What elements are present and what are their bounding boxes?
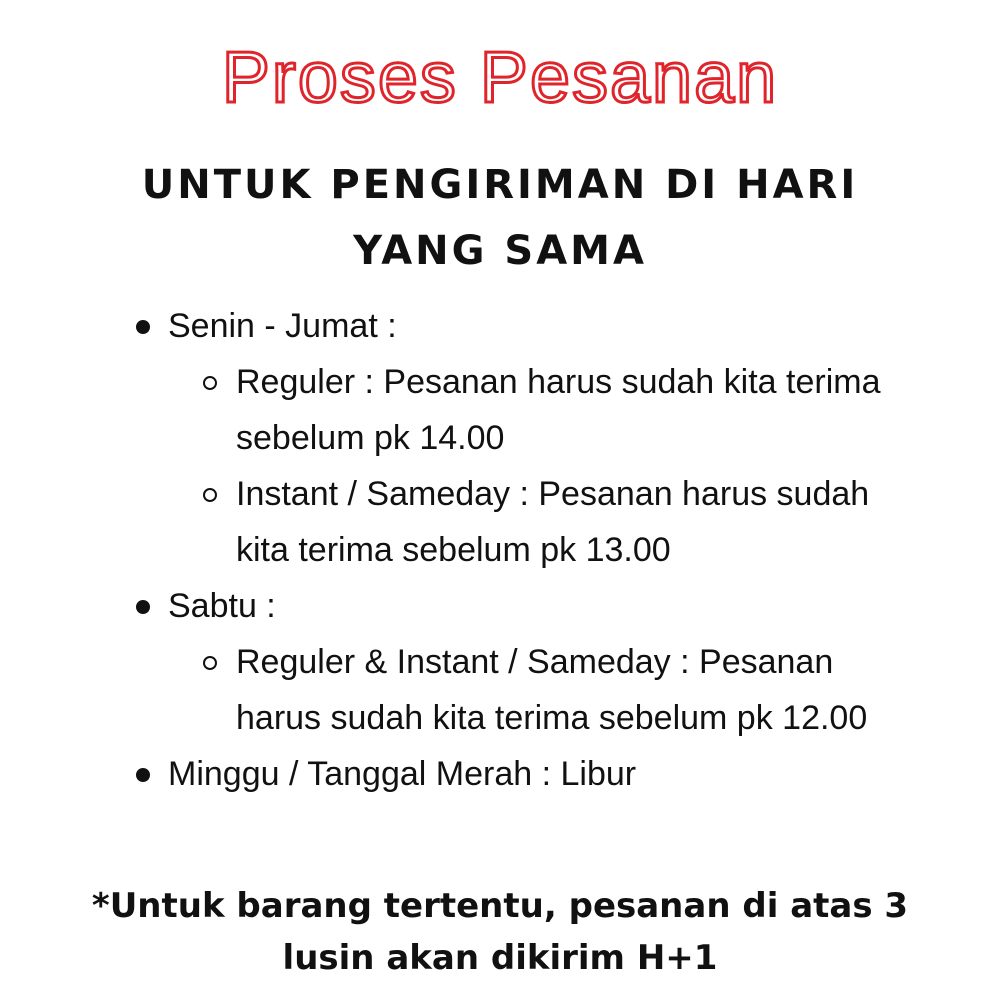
bullet-dot-icon [136,768,150,782]
bullet-dot-icon [136,600,150,614]
bullet-circle-icon [203,488,217,502]
page-subtitle: UNTUK PENGIRIMAN DI HARI YANG SAMA [141,162,859,274]
schedule-item-saturday [168,578,908,746]
schedule-item-sunday-holiday [168,746,908,802]
day-label: Senin - Jumat : [168,307,397,345]
schedule-item-weekdays [168,298,908,578]
footnote: *Untuk barang tertentu, pesanan di atas 3 lusin akan dikirim H+1 [91,886,909,978]
rule-text: Reguler : Pesanan harus sudah kita terima sebelum pk 14.00 [236,363,881,457]
rule-item [236,466,908,578]
schedule-list [168,298,908,802]
bullet-circle-icon [203,376,217,390]
day-label: Sabtu : [168,587,276,625]
bullet-circle-icon [203,656,217,670]
rule-text: Instant / Sameday : Pesanan harus sudah kita terima sebelum pk 13.00 [236,475,870,569]
rule-list [168,354,908,578]
bullet-dot-icon [136,320,150,334]
rule-item [236,354,908,466]
day-label: Minggu / Tanggal Merah : Libur [168,755,637,793]
rule-item [236,634,908,746]
rule-list [168,634,908,746]
rule-text: Reguler & Instant / Sameday : Pesanan harus sudah kita terima sebelum pk 12.00 [236,643,868,737]
page-title: Proses Pesanan [221,38,779,118]
